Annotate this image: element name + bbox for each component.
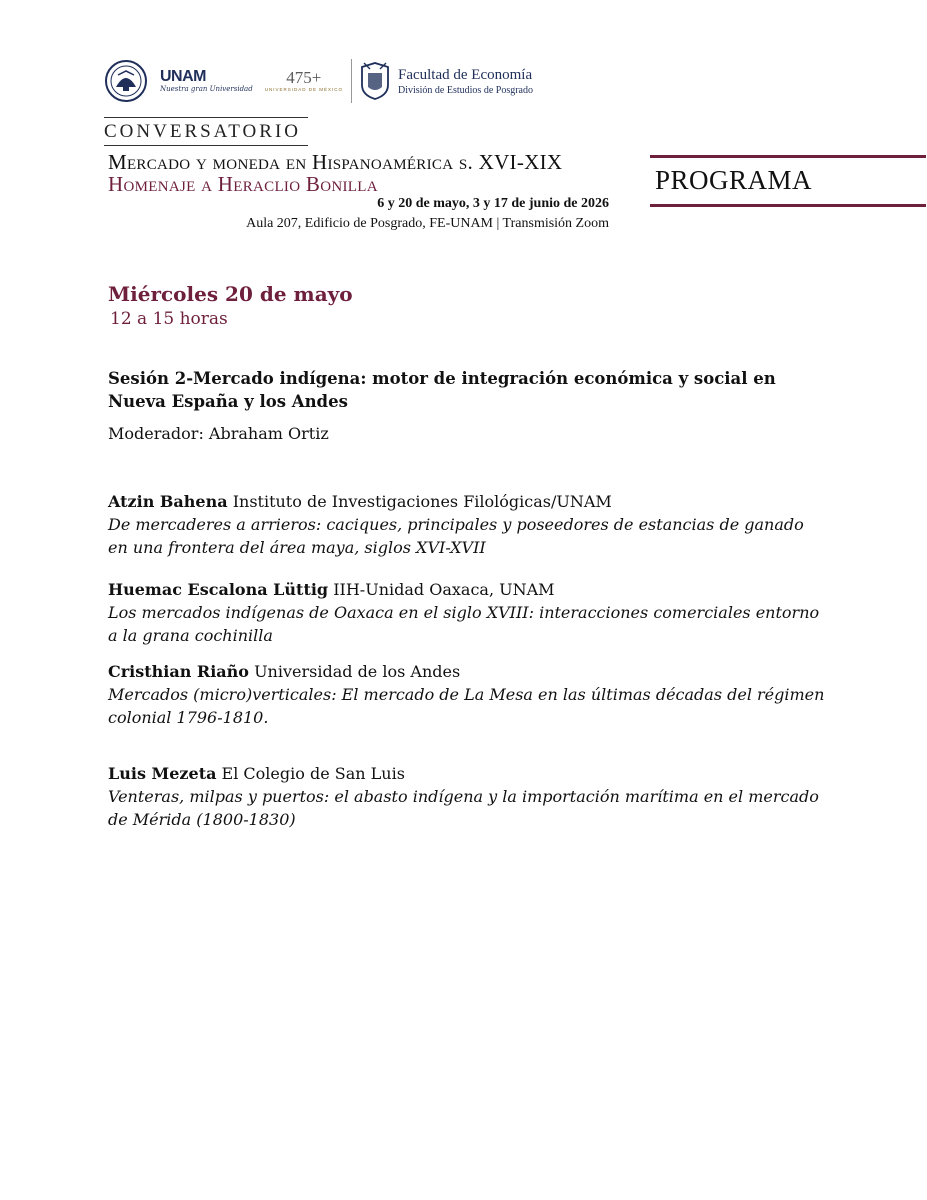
unam-tagline: Nuestra gran Universidad bbox=[160, 85, 253, 93]
faculty-division: División de Estudios de Posgrado bbox=[397, 84, 533, 96]
speaker-affiliation: IIH-Unidad Oaxaca, UNAM bbox=[333, 580, 555, 599]
programa-bottom-rule bbox=[650, 204, 926, 207]
speaker-affiliation: Instituto de Investigaciones Filológicas/UNAM bbox=[232, 492, 612, 511]
event-venue: Aula 207, Edificio de Posgrado, FE-UNAM | Transmisión Zoom bbox=[246, 216, 609, 231]
speaker-talk-title: Los mercados indígenas de Oaxaca en el siglo XVIII: interacciones comerciales entorno a la grana cochinilla bbox=[108, 603, 820, 645]
unam-seal-icon bbox=[104, 59, 148, 103]
speaker-talk-title: De mercaderes a arrieros: caciques, principales y poseedores de estancias de ganado en una frontera del área maya, siglos XVI-XVII bbox=[108, 515, 804, 557]
event-type: CONVERSATORIO bbox=[104, 121, 302, 142]
unam-wordmark-text: UNAM bbox=[160, 68, 206, 85]
speaker-affiliation: Universidad de los Andes bbox=[254, 662, 461, 681]
faculty-name: Facultad de Economía bbox=[397, 66, 533, 83]
conversatorio-bottom-rule bbox=[104, 145, 308, 146]
anniversary-number: 475+ bbox=[286, 68, 322, 87]
speaker-entry bbox=[108, 762, 828, 831]
unam-seal-logo bbox=[104, 59, 148, 103]
event-title: Mercado y moneda en Hispanoamérica s. XVI-XIX bbox=[108, 150, 563, 174]
faculty-crest-icon bbox=[360, 61, 390, 101]
unam-wordmark bbox=[160, 69, 253, 93]
programa-top-rule bbox=[650, 155, 926, 158]
speaker-name: Huemac Escalona Lüttig bbox=[108, 580, 329, 599]
session-title: Sesión 2-Mercado indígena: motor de integración económica y social en Nueva España y los Andes bbox=[108, 369, 776, 411]
speaker-affiliation: El Colegio de San Luis bbox=[221, 764, 405, 783]
day-hours: 12 a 15 horas bbox=[110, 309, 228, 329]
speaker-entry bbox=[108, 660, 828, 729]
faculty-name-block bbox=[398, 66, 533, 97]
speaker-entry bbox=[108, 490, 828, 559]
day-date: Miércoles 20 de mayo bbox=[108, 282, 353, 306]
speaker-name: Atzin Bahena bbox=[108, 492, 228, 511]
logo-divider bbox=[351, 59, 352, 103]
event-subtitle: Homenaje a Heraclio Bonilla bbox=[108, 172, 378, 196]
programa-label: PROGRAMA bbox=[655, 165, 813, 195]
speaker-talk-title: Venteras, milpas y puertos: el abasto indígena y la importación marítima en el mercado de Mérida (1800-1830) bbox=[108, 787, 819, 829]
speaker-name: Luis Mezeta bbox=[108, 764, 217, 783]
conversatorio-top-rule bbox=[104, 117, 308, 118]
speaker-name: Cristhian Riaño bbox=[108, 662, 249, 681]
anniversary-logo bbox=[265, 69, 343, 93]
session-moderator: Moderador: Abraham Ortiz bbox=[108, 424, 329, 443]
logo-bar bbox=[104, 58, 533, 104]
event-dates: 6 y 20 de mayo, 3 y 17 de junio de 2026 bbox=[377, 196, 609, 211]
speaker-entry bbox=[108, 578, 828, 647]
anniversary-text: UNIVERSIDAD DE MÉXICO bbox=[264, 87, 343, 92]
speaker-talk-title: Mercados (micro)verticales: El mercado de La Mesa en las últimas décadas del régimen colonial 1796-1810. bbox=[108, 685, 825, 727]
